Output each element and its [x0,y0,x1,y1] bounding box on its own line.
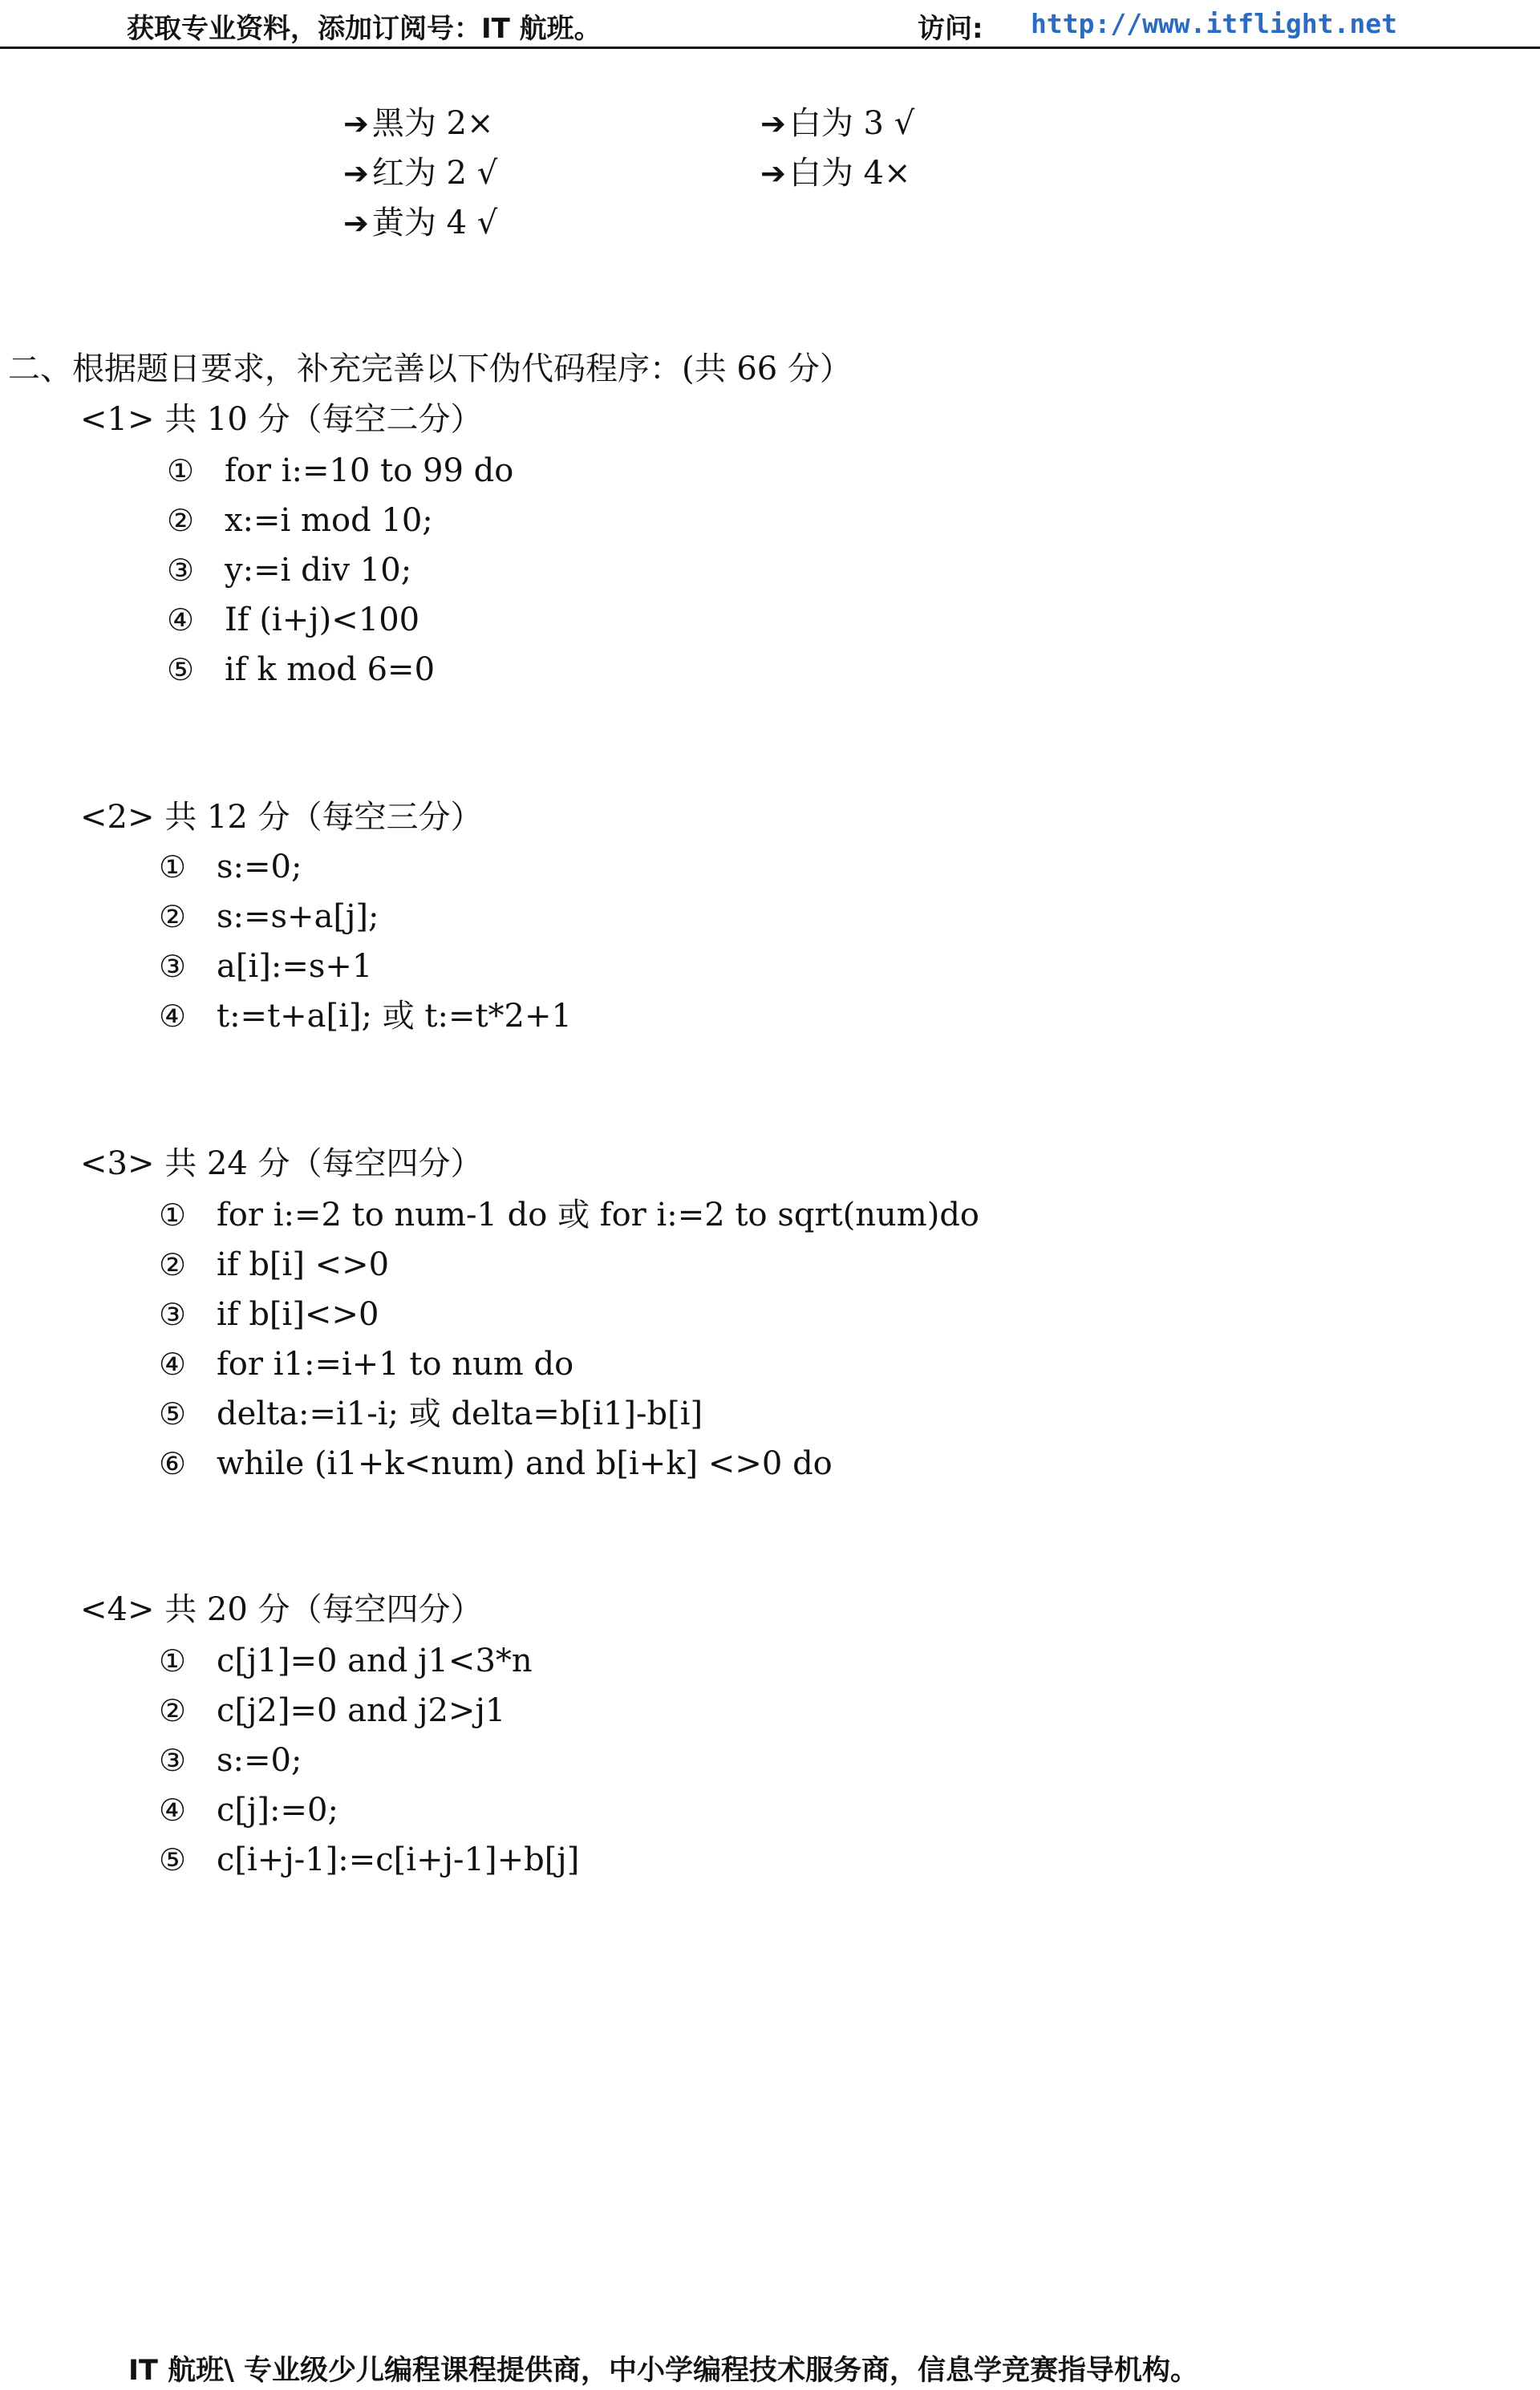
answer-text: s:=0; [217,1742,302,1779]
answer-text: for i:=2 to num-1 do 或 for i:=2 to sqrt(num)do [217,1197,980,1233]
answer-number: ④ [159,1792,187,1828]
header-subscribe-text: 获取专业资料，添加订阅号：IT 航班。 [127,13,602,45]
answer-text: s:=0; [217,849,302,885]
answer-number: ③ [159,949,187,984]
answer-number: ② [167,503,195,538]
question-4-answer-3 [159,1740,302,1780]
answer-number: ④ [159,1347,187,1382]
answer-text: while (i1+k<num) and b[i+k] <>0 do [217,1445,833,1482]
answer-number: ⑤ [159,1396,187,1432]
arrow-right-icon: ➔ [760,106,786,141]
question-4-answer-5 [159,1840,579,1880]
answer-number: ① [159,1643,187,1679]
question-2-answer-3 [159,946,372,986]
question-2-answer-2 [159,897,379,937]
page-footer: IT 航班\ 专业级少儿编程课程提供商，中小学编程技术服务商，信息学竞赛指导机构。 [128,2355,1199,2387]
answer-number: ③ [159,1743,187,1778]
question-4-answer-1 [159,1641,533,1681]
arrow-answer-1 [343,104,494,143]
answer-text: for i1:=i+1 to num do [217,1346,574,1383]
arrow-answer-text: 黄为 4 √ [371,205,498,241]
answer-number: ③ [159,1297,187,1332]
header-visit-label: 访问: [918,13,983,45]
answer-number: ① [167,453,195,488]
arrow-right-icon: ➔ [343,205,369,241]
arrow-answer-4 [760,154,911,192]
answer-text: if b[i]<>0 [217,1296,379,1333]
question-3-answer-1 [159,1195,979,1235]
answer-text: x:=i mod 10; [225,502,433,539]
answer-text: c[j2]=0 and j2>j1 [217,1692,506,1729]
question-4-answer-4 [159,1790,338,1830]
answer-text: c[i+j-1]:=c[i+j-1]+b[j] [217,1841,580,1878]
arrow-answer-3 [343,154,497,192]
question-3-answer-4 [159,1344,573,1384]
answer-number: ④ [159,999,187,1034]
arrow-answer-2 [760,104,914,143]
answer-text: y:=i div 10; [225,552,412,589]
question-1-answer-5 [167,650,435,690]
question-1-heading: <1> 共 10 分（每空二分） [80,401,483,438]
question-3-answer-2 [159,1245,389,1285]
question-1-answer-3 [167,550,411,590]
arrow-right-icon: ➔ [760,156,786,191]
arrow-answer-text: 白为 4× [788,155,911,192]
answer-text: t:=t+a[i]; 或 t:=t*2+1 [217,998,572,1035]
header-url-link[interactable]: http://www.itflight.net [1031,8,1397,39]
answer-text: a[i]:=s+1 [217,948,373,985]
page-header [0,0,1540,49]
arrow-answer-text: 白为 3 √ [788,105,915,142]
arrow-right-icon: ➔ [343,156,369,191]
answer-number: ③ [167,553,195,588]
question-4-answer-2 [159,1691,505,1731]
answer-number: ④ [167,602,195,638]
question-1-answer-4 [167,600,419,640]
question-3-answer-6 [159,1444,833,1484]
answer-number: ② [159,1247,187,1282]
answer-number: ① [159,1197,187,1233]
arrow-answer-5 [343,204,497,242]
answer-text: if k mod 6=0 [225,651,436,688]
answer-number: ② [159,899,187,934]
section-title: 二、根据题日要求，补充完善以下伪代码程序：(共 66 分） [8,350,852,387]
question-2-answer-1 [159,847,302,887]
question-4-heading: <4> 共 20 分（每空四分） [80,1591,483,1628]
answer-number: ① [159,849,187,885]
question-1-answer-1 [167,451,513,491]
answer-text: if b[i] <>0 [217,1246,390,1283]
question-2-heading: <2> 共 12 分（每空三分） [80,799,483,836]
answer-number: ⑥ [159,1446,187,1481]
answer-number: ⑤ [167,652,195,687]
answer-text: c[j]:=0; [217,1792,338,1829]
answer-text: for i:=10 to 99 do [225,452,514,489]
answer-text: c[j1]=0 and j1<3*n [217,1643,533,1679]
question-2-answer-4 [159,996,572,1036]
arrow-answer-text: 红为 2 √ [371,155,498,192]
answer-number: ⑤ [159,1842,187,1878]
question-3-heading: <3> 共 24 分（每空四分） [80,1145,483,1182]
answer-text: delta:=i1-i; 或 delta=b[i1]-b[i] [217,1396,703,1432]
question-1-answer-2 [167,500,433,541]
question-3-answer-3 [159,1294,379,1335]
answer-text: If (i+j)<100 [225,602,420,638]
question-3-answer-5 [159,1394,703,1434]
answer-text: s:=s+a[j]; [217,898,379,935]
answer-number: ② [159,1693,187,1728]
arrow-right-icon: ➔ [343,106,369,141]
arrow-answer-text: 黑为 2× [371,105,494,142]
